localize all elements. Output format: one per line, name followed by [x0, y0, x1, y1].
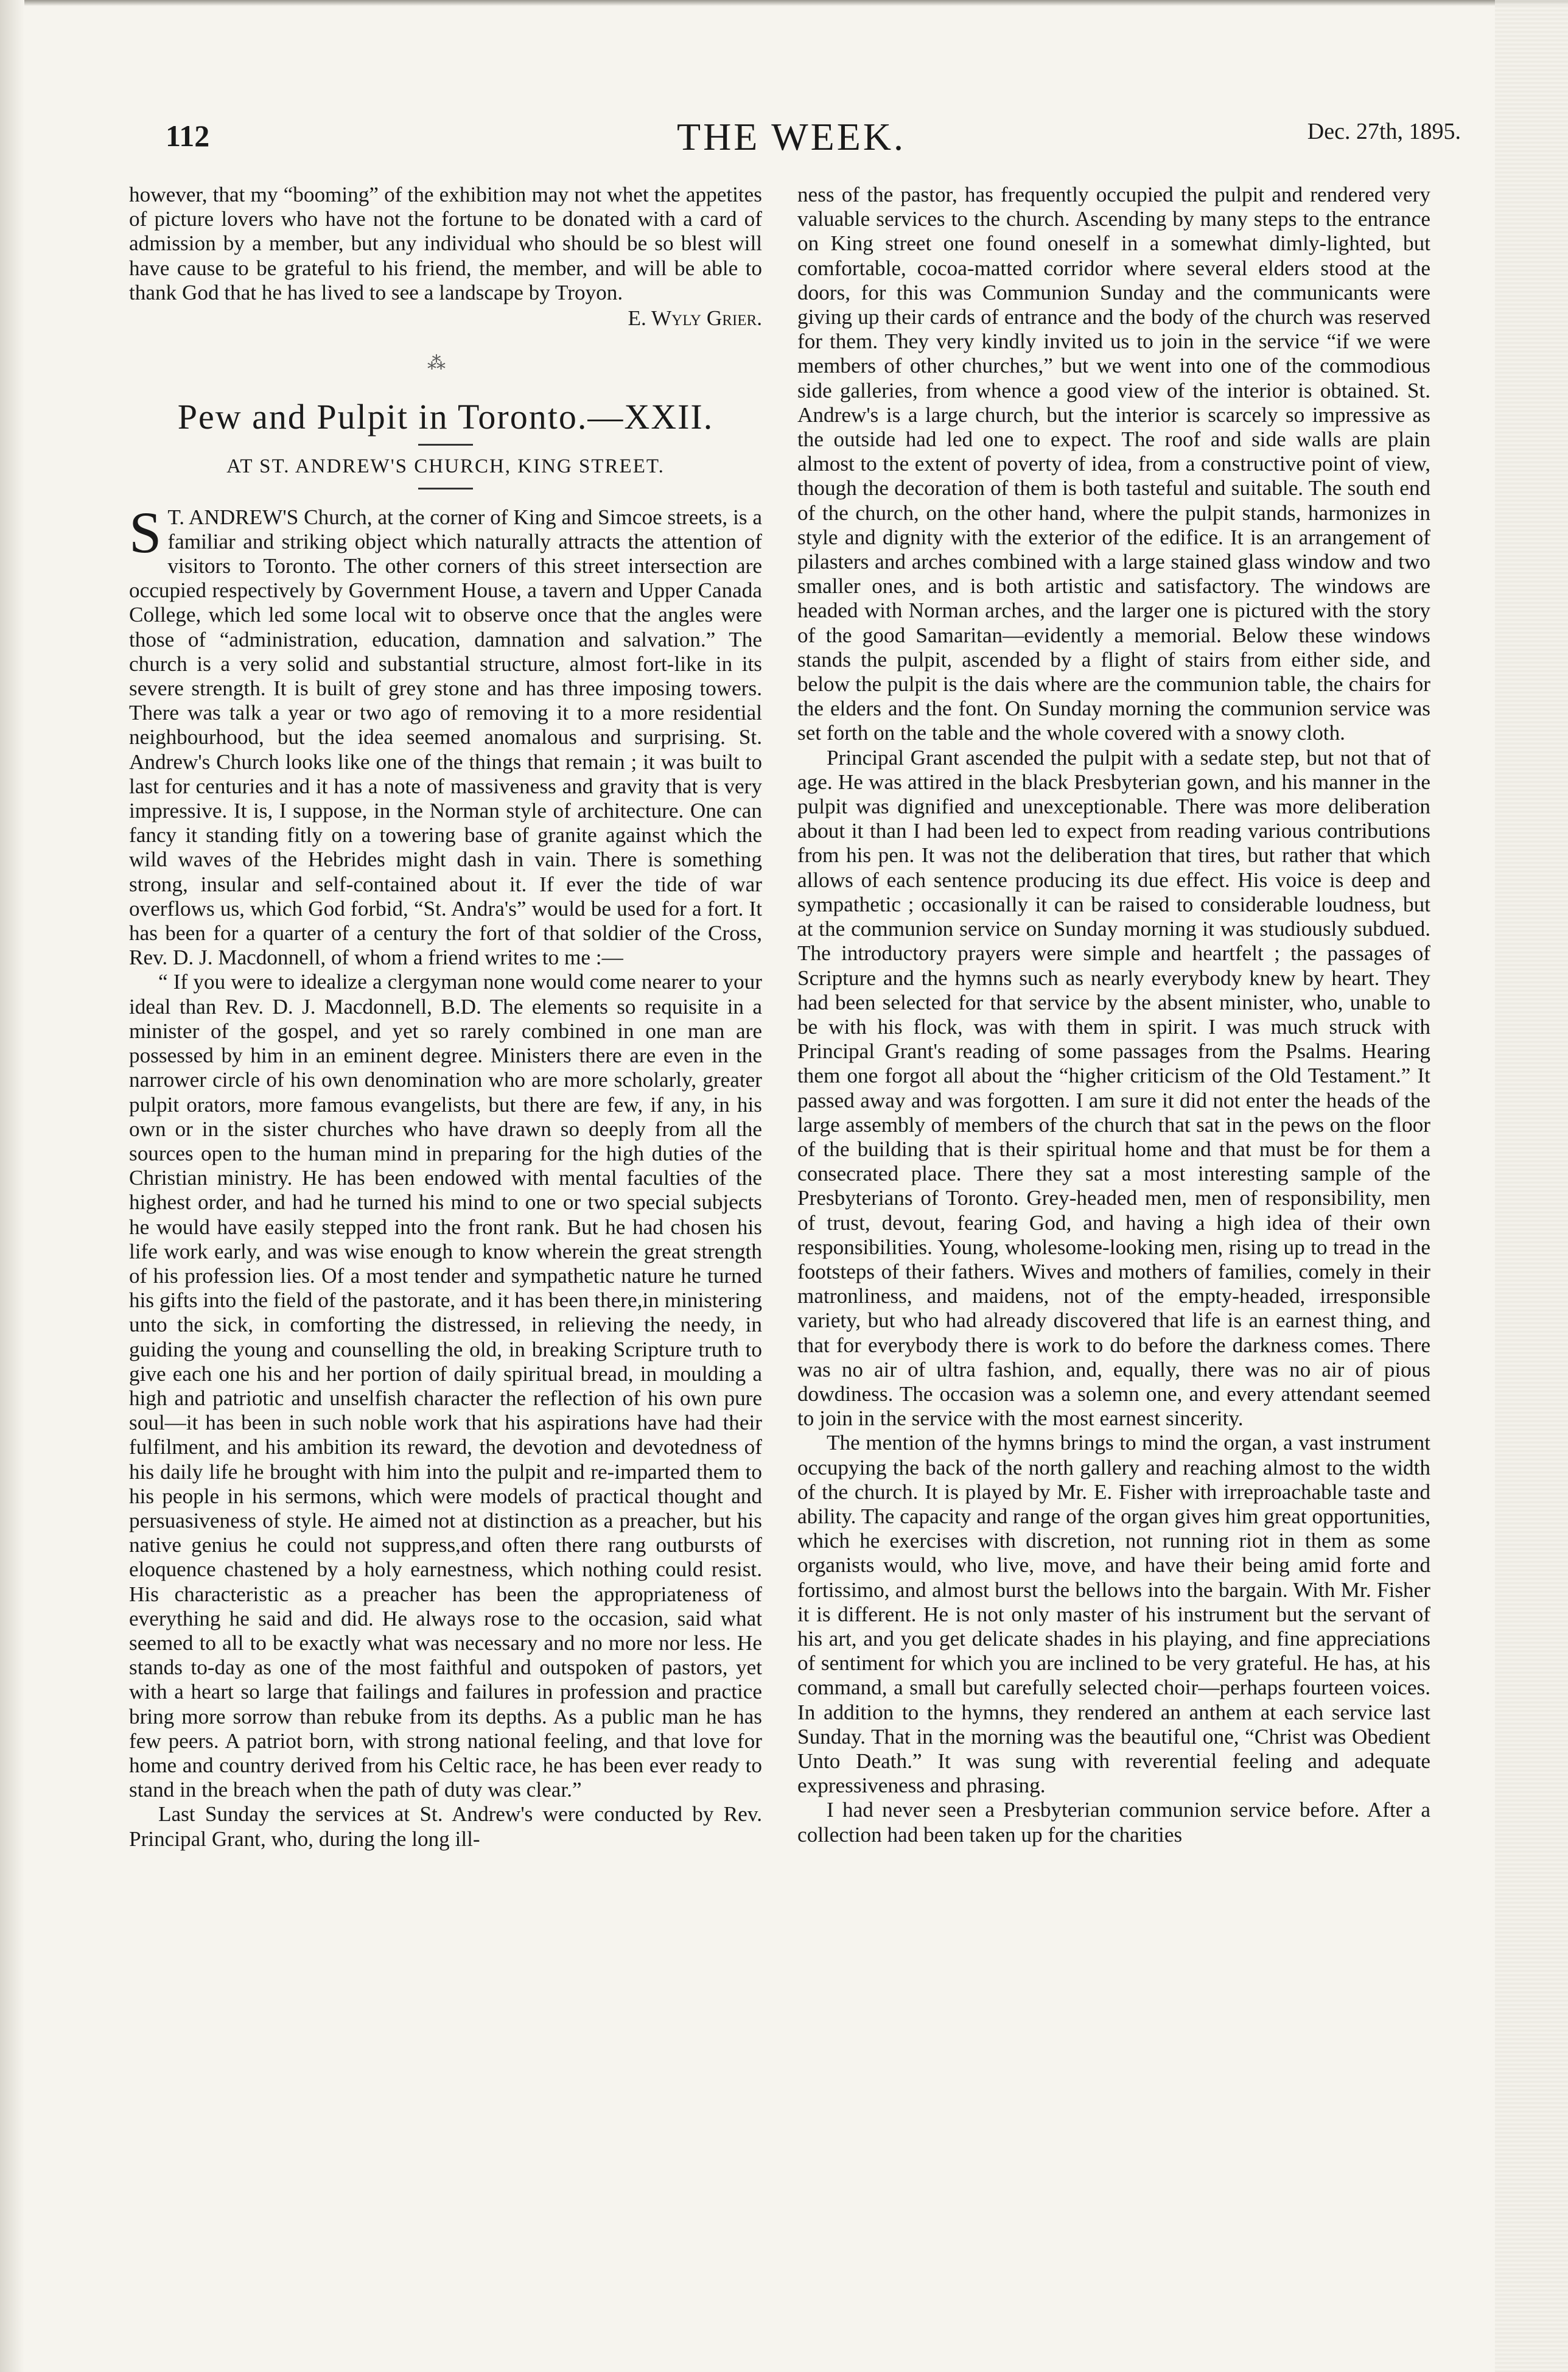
article-paragraph-1	[129, 499, 762, 970]
section-title: Pew and Pulpit in Toronto.—XXII.	[177, 397, 714, 437]
section-subtitle: AT ST. ANDREW'S CHURCH, KING STREET.	[226, 455, 665, 478]
quoted-paragraph: “ If you were to idealize a clergyman none would come nearer to your ideal than Rev. D. J. Macdonnell, B.D. The elements so requisite in a minister of the gospel, and yet so rarely combined in one man are possessed by him in an eminent degree. Ministers there are even in the narrower circle of his own denomination who are more scholarly, greater pulpit orators, more famous evangelists, but there are few, if any, in his own or in the sister churches who have drawn so deeply from all the sources open to the human mind in preparing for the high duties of the Christian ministry. He has been endowed with mental faculties of the highest order, and had he turned his mind to one or two special subjects he would have easily stepped into the front rank. But he had chosen his life work early, and was wise enough to know wherein the great strength of his profession lies. Of a most tender and sympathetic nature he turned his gifts into the field of the pastorate, and it has been there,in ministering unto the sick, in comforting the distressed, in relieving the needy, in guiding the young and counselling the old, in breaking Scripture truth to give each one his and her portion of daily spiritual bread, in moulding a high and patriotic and unselfish character the reflection of his own pure soul—it has been in such noble work that his aspirations have had their fulfilment, and his ambition its reward, the devotion and devotedness of his daily life he brought with him into the pulpit and re-imparted them to his people in his sermons, which were models of practical thought and persuasiveness of style. He aimed not at distinction as a preacher, but his native genius he could not suppress,and often there rang outbursts of eloquence chastened by a holy earnestness, which nothing could resist. His characteristic as a preacher has been the appropriateness of everything he said and did. He always rose to the occasion, said what seemed to all to be exactly what was necessary and no more nor less. He stands to-day as one of the most faithful and outspoken of pastors, yet with a heart so large that failings and failures in profession and practice bring more sorrow than rebuke from its depths. As a public man he has few peers. A patriot born, with strong national feeling, and that love for home and country derived from his Celtic race, he has been ever ready to stand in the breach when the path of duty was clear.”	[129, 970, 762, 1802]
paragraph-text: T. ANDREW'S Church, at the corner of King and Simcoe streets, is a familiar and striking object which naturally attracts the attention of visitors to Toronto. The other corners of this street intersection are occupied respectively by Government House, a tavern and Upper Canada College, which led some local wit to observe once that the angles were those of “administration, education, damnation and salvation.” The church is a very solid and substantial structure, almost fort-like in its severe strength. It is built of grey stone and has three imposing towers. There was talk a year or two ago of removing it to a more residential neighbourhood, but the idea seemed anomalous and surprising. St. Andrew's Church looks like one of the things that remain ; it was built to last for centuries and it has a note of massiveness and gravity that is very impressive. It is, I suppose, in the Norman style of architecture. One can fancy it standing fitly on a towering base of granite against which the wild waves of the Hebrides might dash in vain. There is something strong, insular and self-contained about it. If ever the tide of war overflows us, which God forbid, “St. Andra's” would be used for a fort. It has been for a quarter of a century the fort of that soldier of the Cross, Rev. D. J. Macdonnell, of whom a friend writes to me :—	[129, 505, 762, 970]
left-page-edge	[0, 0, 24, 2372]
masthead-title: THE WEEK.	[676, 115, 906, 158]
left-column	[129, 183, 762, 1851]
signature-text: E. Wyly Grier.	[628, 306, 762, 331]
title-rule	[418, 444, 473, 446]
article-paragraph-3: Last Sunday the services at St. Andrew's were conducted by Rev. Principal Grant, who, during the long ill-	[129, 1802, 762, 1851]
page-number: 112	[166, 119, 210, 153]
subtitle-rule	[418, 488, 473, 489]
issue-date: Dec. 27th, 1895.	[1307, 119, 1461, 144]
page-header	[122, 114, 1461, 163]
right-column	[797, 183, 1430, 1847]
article-paragraph-5: Principal Grant ascended the pulpit with a sedate step, but not that of age. He was attired in the black Presbyterian gown, and his manner in the pulpit was dignified and unexceptionable. There was more deliberation about it than I had been led to expect from reading various contributions from his pen. It was not the deliberation that tires, but rather that which allows of each sentence producing its due effect. His voice is deep and sympathetic ; occasionally it can be raised to considerable loudness, but at the communion service on Sunday morning it was studiously subdued. The introductory prayers were simple and heartfelt ; the passages of Scripture and the hymns such as nearly everybody knew by heart. They had been selected for that service by the absent minister, who, unable to be with his flock, was with them in spirit. I was much struck with Principal Grant's reading of some passages from the Psalms. Hearing them one forgot all about the “higher criticism of the Old Testament.” It passed away and was forgotten. I am sure it did not enter the heads of the large assembly of members of the church that sat in the pews on the floor of the building that is their spiritual home and that must be for them a consecrated place. There they sat a most interesting sample of the Presbyterians of Toronto. Grey-headed men, men of responsibility, men of trust, devout, fearing God, and having a high idea of their own responsibilities. Young, wholesome-looking men, rising up to tread in the footsteps of their fathers. Wives and mothers of families, comely in their matronliness, and maidens, not of the empty-headed, irresponsible variety, but who had already discovered that life is an earnest thing, and that for everybody there is work to do before the darkness comes. There was no air of ultra fashion, and, equally, there was no air of pious dowdiness. The occasion was a solemn one, and every attendant seemed to join in the service with the most earnest sincerity.	[797, 745, 1430, 1431]
top-edge	[0, 0, 1568, 6]
drop-cap: S	[129, 499, 162, 565]
article-paragraph-4: ness of the pastor, has frequently occupied the pulpit and rendered very valuable services to the church. Ascending by many steps to the entrance on King street one found oneself in a somewhat dimly-lighted, but comfortable, cocoa-matted corridor where several elders stood at the doors, for this was Communion Sunday and the communicants were giving up their cards of entrance and the body of the church was reserved for them. They very kindly invited us to join in the service “if we were members of other churches,” but we went into one of the commodious side galleries, from whence a good view of the interior is obtained. St. Andrew's is a large church, but the interior is scarcely so impressive as the outside had led one to expect. The roof and side walls are plain almost to the extent of poverty of idea, from a constructive point of view, though the decoration of them is both tasteful and suitable. The south end of the church, on the other hand, where the pulpit stands, harmonizes in style and dignity with the exterior of the edifice. It is an arrangement of pilasters and arches combined with a large stained glass window and two smaller ones, and is both artistic and satisfactory. The windows are headed with Norman arches, and the larger one is pictured with the story of the good Samaritan—evidently a memorial. Below these windows stands the pulpit, ascended by a flight of stairs from either side, and below the pulpit is the dais where are the communion table, the chairs for the elders and the font. On Sunday morning the communion service was set forth on the table and the whole covered with a snowy cloth.	[797, 183, 1430, 745]
intro-paragraph: however, that my “booming” of the exhibition may not whet the appetites of picture lovers who have not the fortune to be donated with a card of admission by a member, but any individual who should be so blest will have cause to be grateful to his friend, the member, and will be able to thank God that he has lived to see a landscape by Troyon.	[129, 183, 762, 304]
article-paragraph-7: I had never seen a Presbyterian communion service before. After a collection had been taken up for the charities	[797, 1798, 1430, 1847]
author-signature	[129, 306, 762, 331]
article-paragraph-6: The mention of the hymns brings to mind the organ, a vast instrument occupying the back of the north gallery and reaching almost to the width of the church. It is played by Mr. E. Fisher with irreproachable taste and ability. The capacity and range of the organ gives him great opportunities, which he exercises with discretion, not running riot in them as some organists would, who live, move, and have their being amid forte and fortissimo, and almost burst the bellows into the bargain. With Mr. Fisher it is different. He is not only master of his instrument but the servant of his art, and you get delicate shades in his playing, and fine appreciations of sentiment for which you are inclined to be very grateful. He has, at his command, a small but carefully selected choir—perhaps fourteen voices. In addition to the hymns, they rendered an anthem at each service last Sunday. That in the morning was the beautiful one, “Christ was Obedient Unto Death.” It was sung with reverential feeling and adequate expressiveness and phrasing.	[797, 1431, 1430, 1798]
right-page-edge	[1495, 0, 1568, 2372]
section-ornament: ⁂	[427, 353, 464, 374]
